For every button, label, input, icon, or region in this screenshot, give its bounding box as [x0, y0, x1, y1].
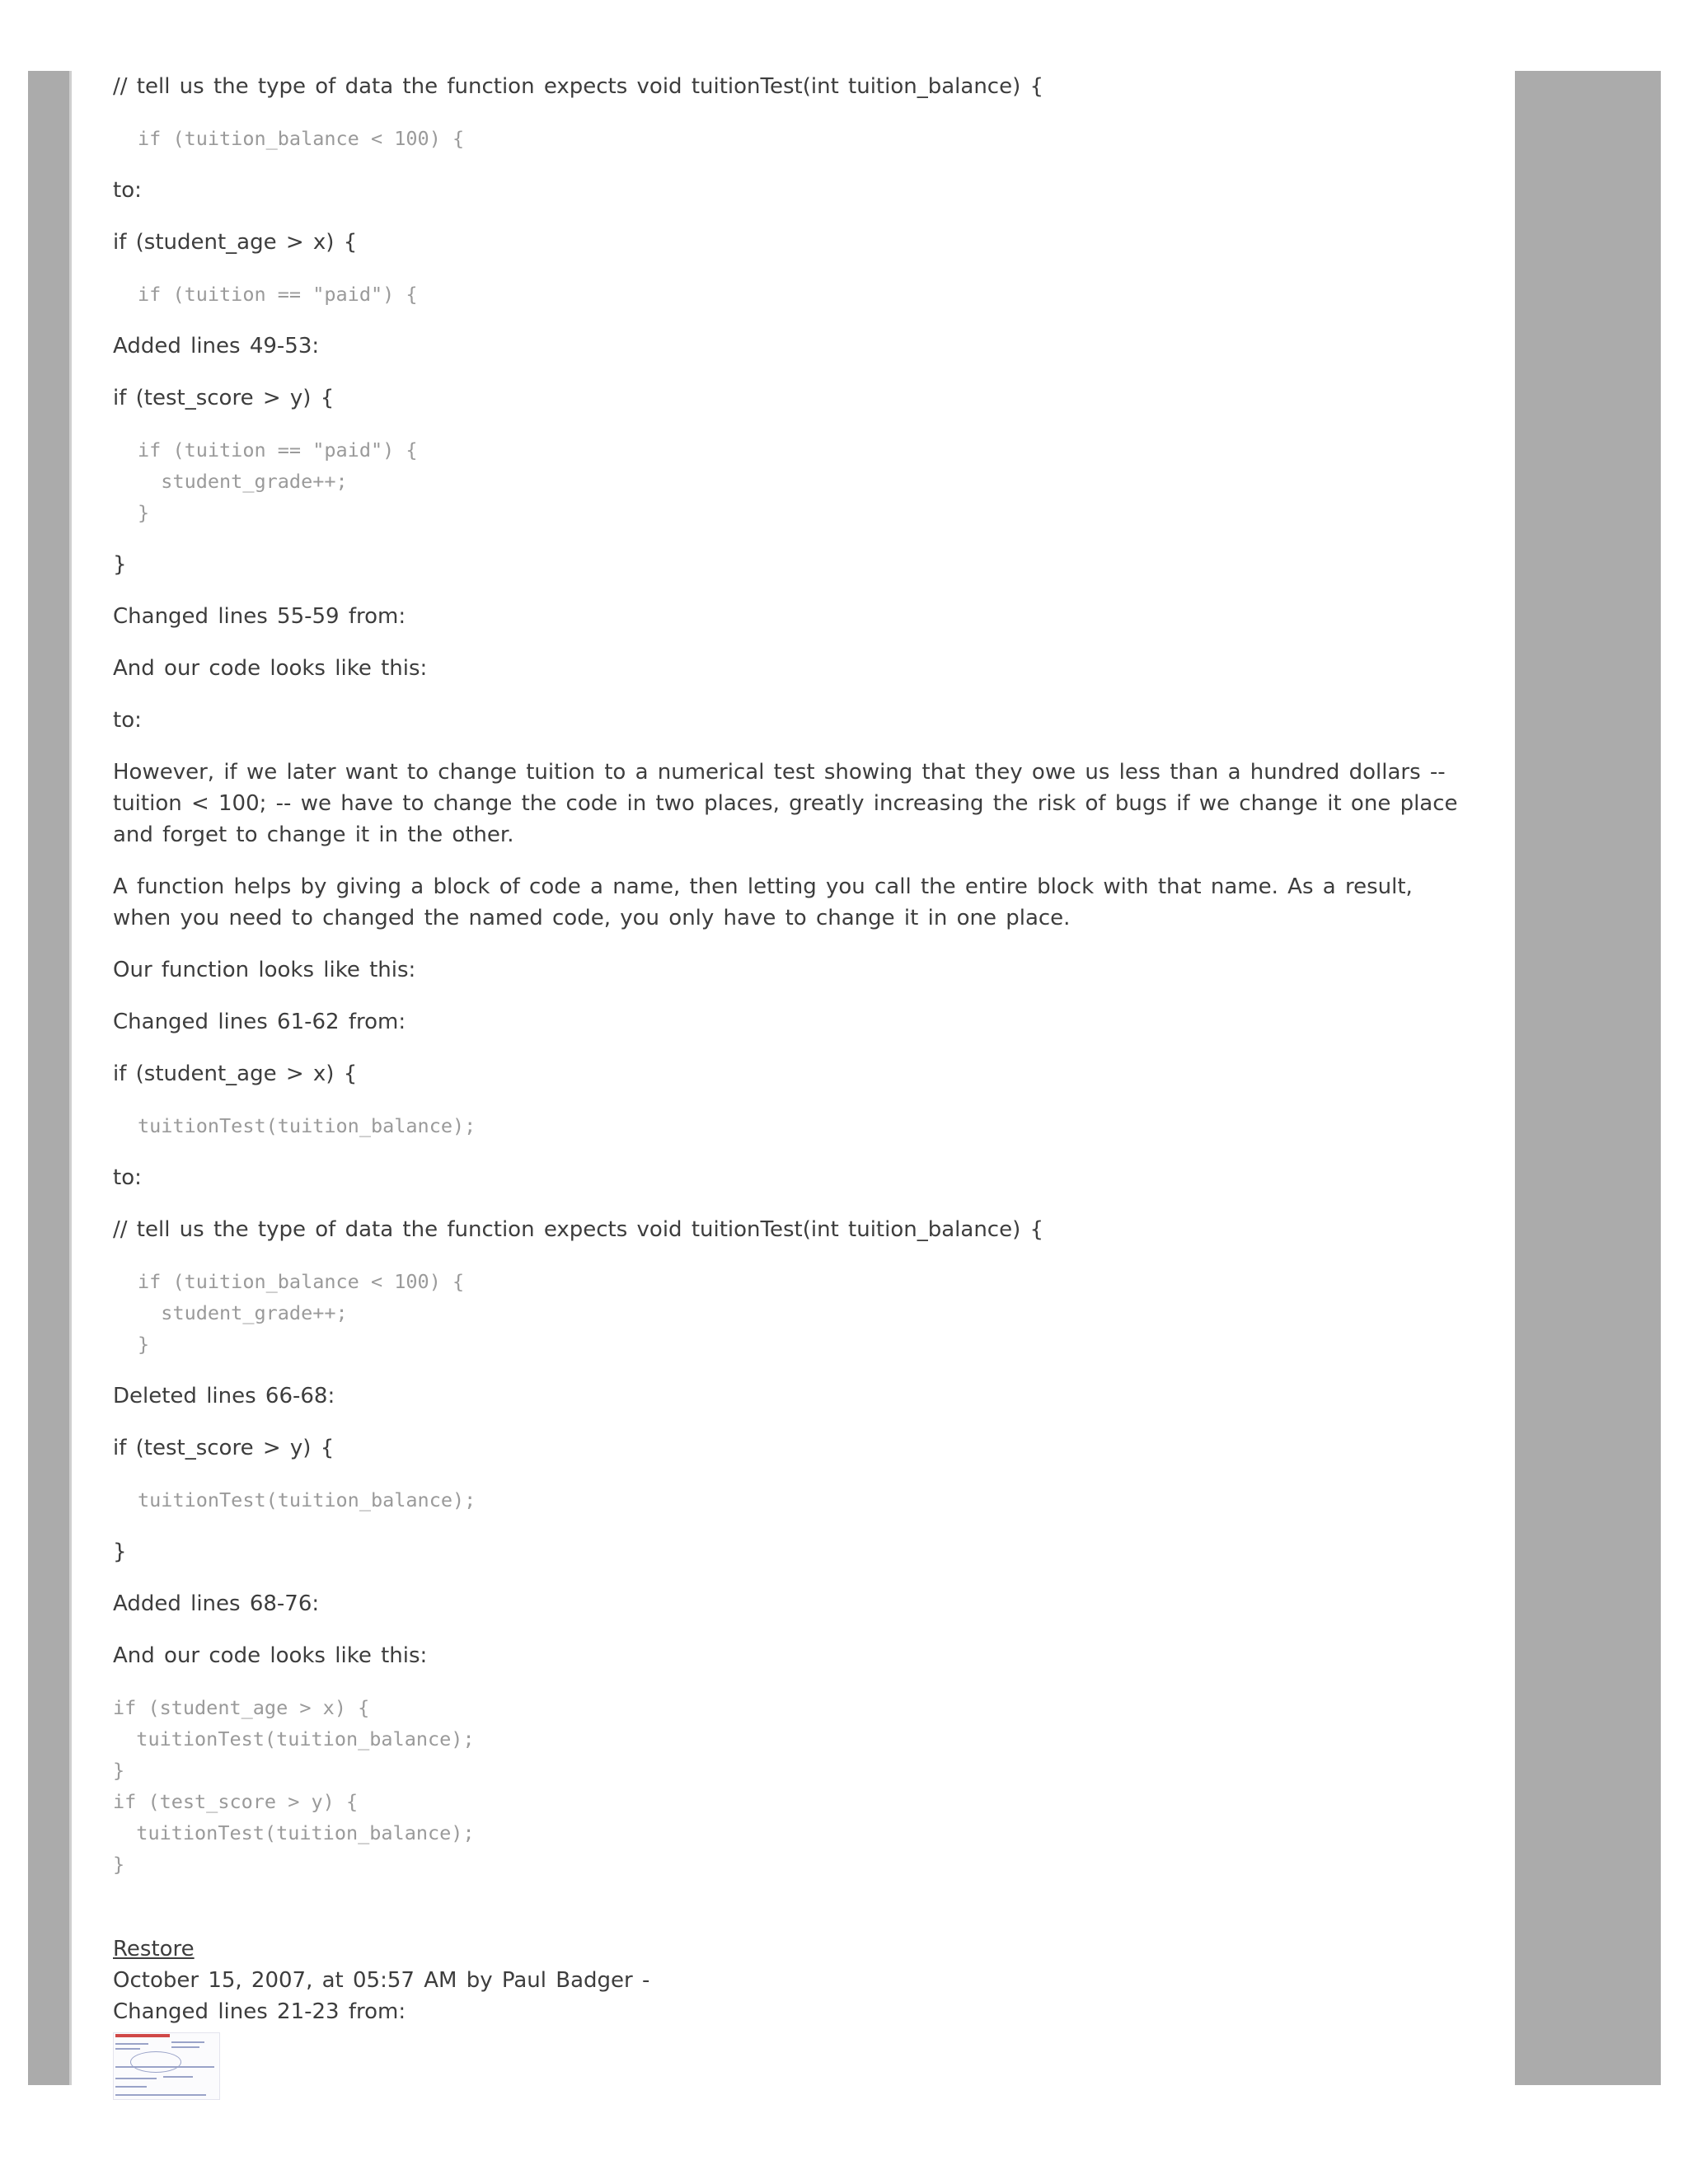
thumbnail-arrow — [130, 2051, 181, 2073]
text-paragraph: } — [113, 1540, 127, 1564]
text-paragraph: to: — [113, 708, 142, 733]
text-paragraph: if (test_score > y) { — [113, 386, 335, 410]
text-paragraph: to: — [113, 178, 142, 203]
text-paragraph: // tell us the type of data the function expects void tuitionTest(int tuition_balance) { — [113, 1217, 1044, 1242]
code-block: if (tuition_balance < 100) { — [138, 127, 465, 150]
function-anatomy-thumbnail[interactable] — [113, 2032, 220, 2100]
restore-link[interactable]: Restore — [113, 1937, 195, 1961]
text-paragraph: However, if we later want to change tuition to a numerical test showing that they owe us less than a hundred dollars -- tuition < 100; -- we have to change the code in two places, greatly increasing the risk of bugs if we change it one place and forget to change it in the other. — [113, 760, 1458, 847]
text-paragraph: Our function looks like this: — [113, 958, 416, 982]
text-paragraph: // tell us the type of data the function expects void tuitionTest(int tuition_balance) { — [113, 74, 1044, 99]
page-content — [113, 71, 1473, 2100]
thumbnail-line — [171, 2041, 204, 2043]
text-paragraph: if (student_age > x) { — [113, 230, 358, 255]
thumbnail-line — [171, 2046, 199, 2048]
thumbnail-line — [115, 2043, 148, 2045]
thumbnail-line — [163, 2076, 193, 2078]
thumbnail-line — [115, 2094, 206, 2096]
text-paragraph: if (test_score > y) { — [113, 1436, 335, 1460]
text-paragraph: Changed lines 55-59 from: — [113, 604, 406, 629]
thumbnail-line — [115, 2086, 147, 2088]
thumbnail-title-bar — [115, 2034, 170, 2037]
text-paragraph: Added lines 68-76: — [113, 1591, 320, 1616]
revision-diff-body — [113, 71, 1473, 1880]
thumbnail-line — [115, 2048, 140, 2050]
text-paragraph: Changed lines 61-62 from: — [113, 1010, 406, 1034]
code-block: tuitionTest(tuition_balance); — [138, 1114, 476, 1137]
text-paragraph: A function helps by giving a block of code a name, then letting you call the entire block with that name. As a result, when you need to changed the named code, you only have to change it in one place. — [113, 874, 1413, 930]
text-paragraph: to: — [113, 1165, 142, 1190]
code-block: if (student_age > x) { tuitionTest(tuition_balance); } if (test_score > y) { tuitionTest(tuition_balance); } — [113, 1696, 475, 1876]
revision-change-summary: Changed lines 21-23 from: — [113, 1999, 406, 2024]
text-paragraph: Added lines 49-53: — [113, 334, 320, 359]
text-paragraph: And our code looks like this: — [113, 656, 428, 681]
text-paragraph: And our code looks like this: — [113, 1643, 428, 1668]
left-sidebar — [28, 71, 72, 2085]
thumbnail-line — [115, 2078, 157, 2079]
revision-timestamp: October 15, 2007, at 05:57 AM by Paul Badger - — [113, 1968, 650, 1993]
code-block: if (tuition == "paid") { — [138, 283, 418, 306]
text-paragraph: if (student_age > x) { — [113, 1062, 358, 1086]
text-paragraph: } — [113, 552, 127, 577]
code-block: tuitionTest(tuition_balance); — [138, 1488, 476, 1511]
right-sidebar — [1515, 71, 1661, 2085]
text-paragraph: Deleted lines 66-68: — [113, 1384, 335, 1408]
code-block: if (tuition_balance < 100) { student_grade++; } — [138, 1270, 465, 1356]
code-block: if (tuition == "paid") { student_grade++; } — [138, 438, 418, 524]
